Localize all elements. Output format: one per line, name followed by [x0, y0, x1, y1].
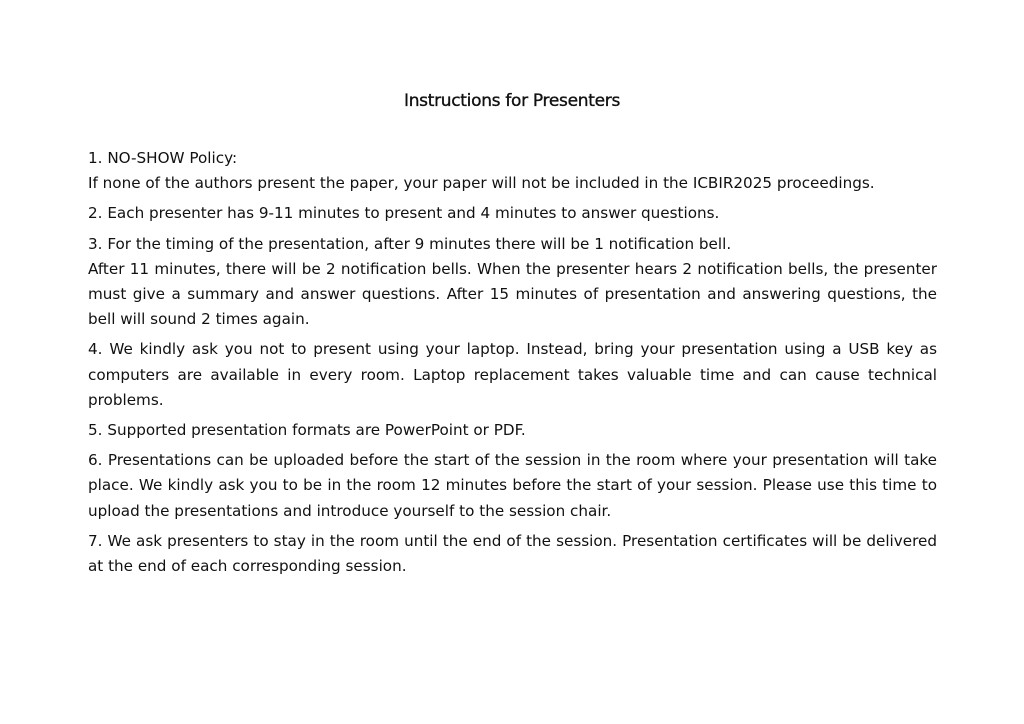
instruction-item-7: [88, 529, 937, 579]
instruction-item-6: [88, 448, 937, 524]
instruction-item-3: [88, 232, 937, 333]
instruction-item-2: [88, 201, 937, 226]
instruction-text-6: 6. Presentations can be uploaded before the start of the session in the room where your presentation will take place. We kindly ask you to be in the room 12 minutes before the start of your session. Please use this time to upload the presentations and introduce yourself to the session chair.: [88, 451, 937, 520]
instruction-text-7: 7. We ask presenters to stay in the room until the end of the session. Presentation certificates will be delivered at the end of each corresponding session.: [88, 531, 937, 576]
instructions-list: [88, 146, 937, 584]
instruction-text-1: If none of the authors present the paper, your paper will not be included in the ICBIR2025 proceedings.: [88, 174, 875, 193]
instruction-heading-3: 3. For the timing of the presentation, after 9 minutes there will be 1 notification bell.: [88, 234, 732, 253]
instruction-text-3: After 11 minutes, there will be 2 notification bells. When the presenter hears 2 notification bells, the presenter must give a summary and answer questions. After 15 minutes of presentation and answering questions, the bell will sound 2 times again.: [88, 259, 937, 329]
instruction-text-4: 4. We kindly ask you not to present using your laptop. Instead, bring your presentation using a USB key as computers are available in every room. Laptop replacement takes valuable time and can cause technical problems.: [88, 340, 937, 409]
instruction-text-2: 2. Each presenter has 9-11 minutes to present and 4 minutes to answer questions.: [88, 204, 720, 223]
instruction-text-5: 5. Supported presentation formats are PowerPoint or PDF.: [88, 421, 526, 440]
instruction-item-5: [88, 418, 937, 443]
instruction-item-1: [88, 146, 937, 196]
page-title: Instructions for Presenters: [403, 91, 620, 111]
instruction-heading-1: 1. NO-SHOW Policy:: [88, 149, 238, 167]
instruction-item-4: [88, 337, 937, 413]
